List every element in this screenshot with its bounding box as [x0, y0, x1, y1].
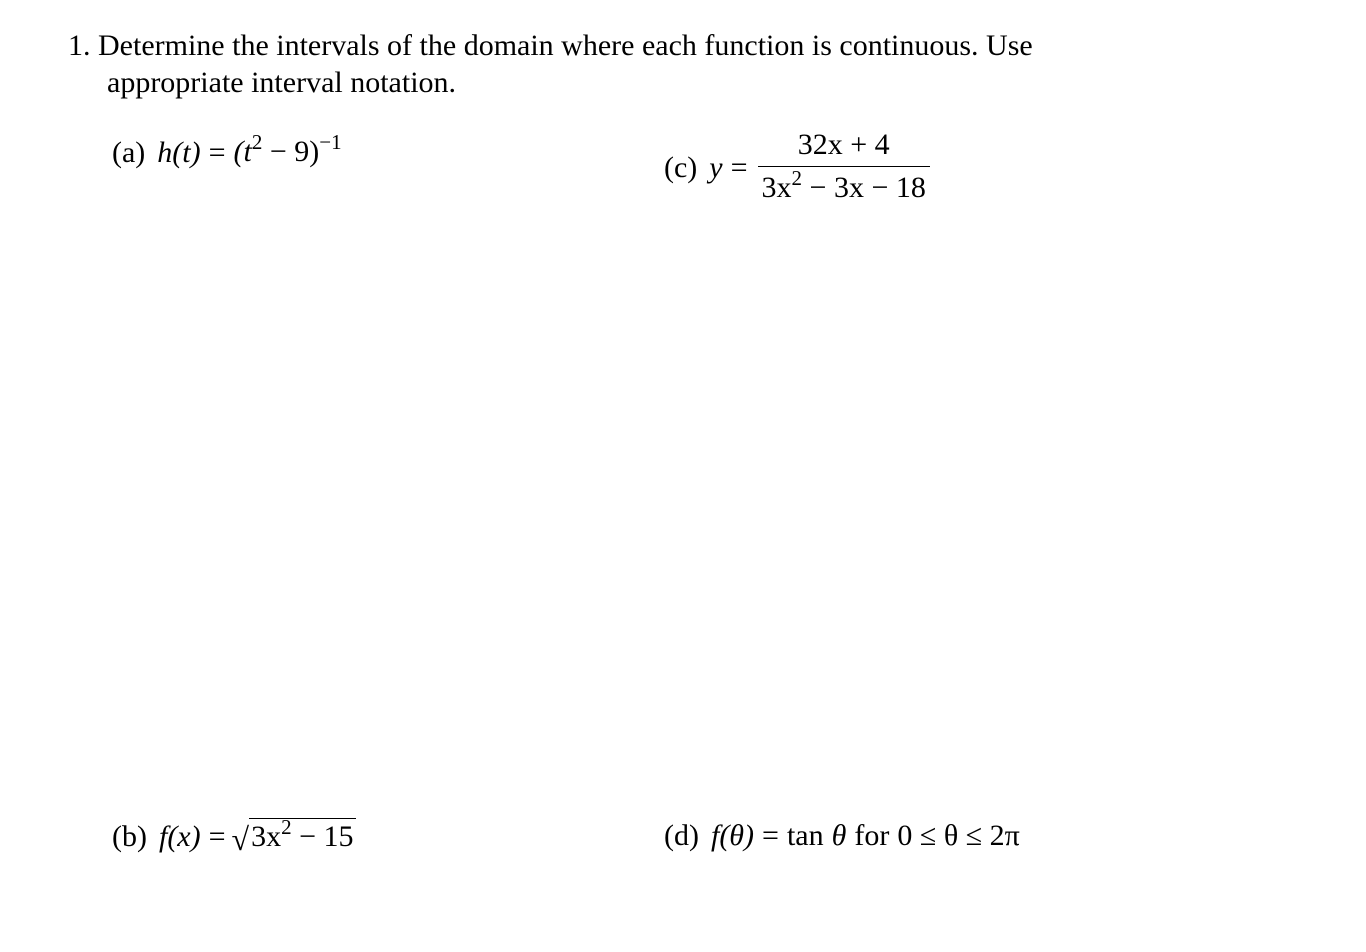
sqrt-symbol-icon: √ [231, 821, 250, 857]
part-c-numerator: 32x + 4 [797, 128, 890, 161]
part-b-radicand-rest: − 15 [291, 820, 354, 853]
part-a-outer-exponent: −1 [319, 130, 342, 154]
problem-text-line-2: appropriate interval notation. [107, 66, 457, 99]
part-a-lhs: h(t) [157, 136, 201, 169]
part-d-condition: 0 ≤ θ ≤ 2π [897, 819, 1020, 852]
part-d-for-word: for [854, 819, 890, 852]
part-c-fraction [758, 128, 930, 207]
part-d-equals: = [762, 819, 779, 852]
part-a [112, 130, 342, 172]
part-b-sqrt [231, 815, 356, 857]
part-c-den-exponent: 2 [791, 166, 803, 190]
part-a-base-open: (t [233, 135, 252, 168]
part-b [112, 815, 356, 857]
part-c-equals: = [730, 150, 748, 184]
part-b-lhs: f(x) [158, 819, 201, 853]
part-b-radicand-coef: 3x [251, 820, 282, 853]
part-d [664, 818, 1020, 854]
part-c-den-rest: − 3x − 18 [802, 171, 926, 204]
part-a-label: (a) [112, 136, 146, 169]
problem-text-line-1: Determine the intervals of the domain where each function is continuous. Use [98, 29, 1033, 62]
part-a-base-rest: − 9) [262, 135, 320, 168]
part-d-rhs-func: tan [786, 819, 824, 852]
part-d-label: (d) [664, 819, 699, 852]
part-b-radicand-exponent: 2 [281, 815, 292, 839]
part-a-expression [233, 130, 342, 172]
part-d-rhs-var: θ [831, 819, 847, 852]
part-c [664, 128, 930, 207]
part-b-radicand [249, 815, 355, 855]
part-c-den-coef: 3x [761, 171, 792, 204]
part-b-label: (b) [112, 819, 147, 853]
part-d-lhs: f(θ) [710, 819, 755, 852]
part-c-label: (c) [664, 150, 698, 184]
part-a-base-exponent: 2 [251, 130, 263, 154]
part-a-equals: = [208, 136, 226, 169]
part-c-denominator [758, 166, 930, 207]
part-c-lhs: y [709, 150, 723, 184]
problem-statement [68, 28, 1033, 64]
part-b-equals: = [208, 819, 226, 853]
problem-number: 1. [68, 29, 91, 62]
